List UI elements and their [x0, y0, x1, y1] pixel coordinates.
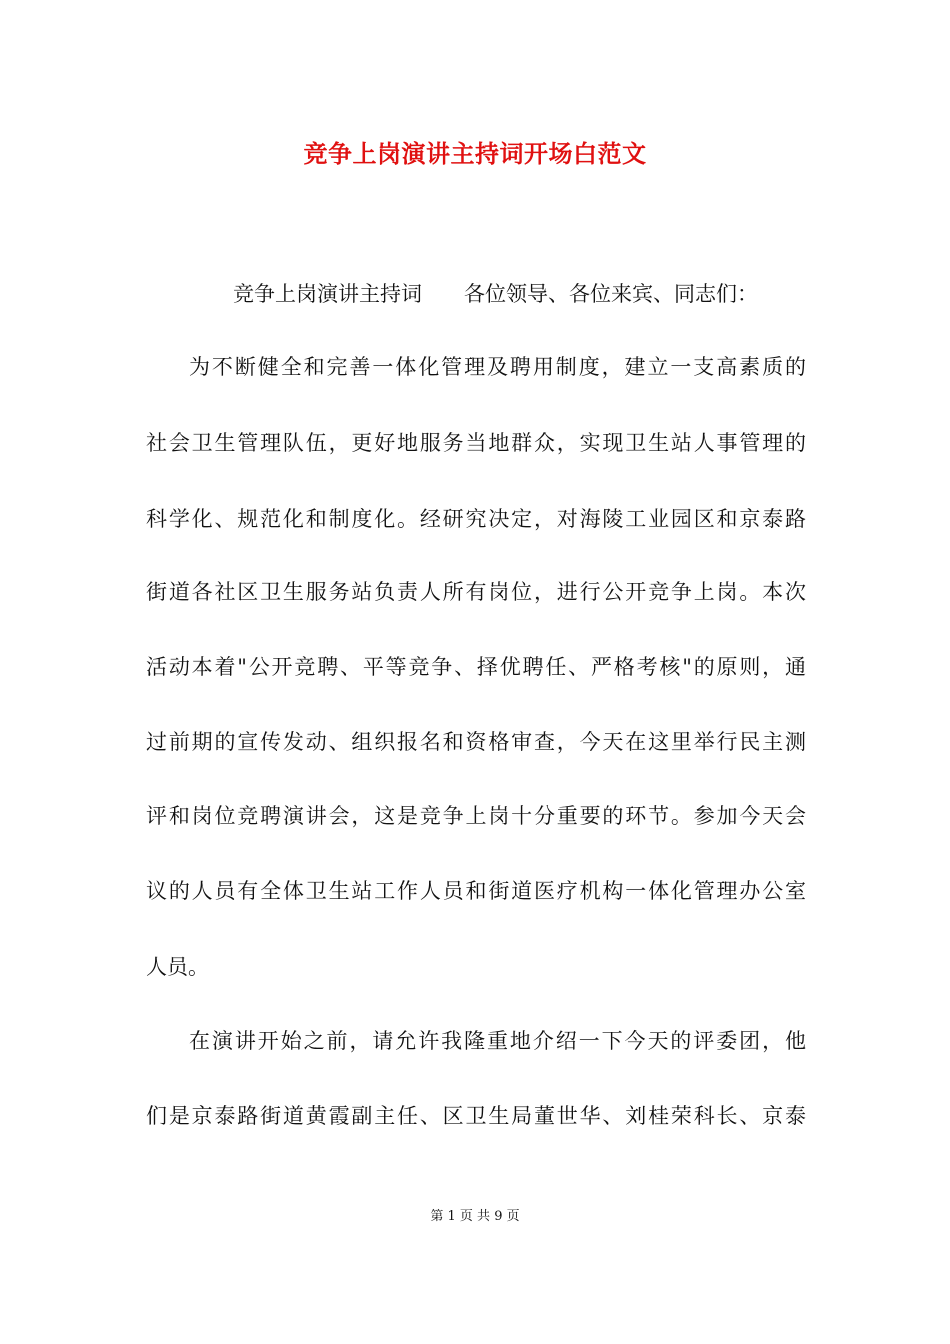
opening-heading: 竞争上岗演讲主持词	[233, 282, 422, 306]
page-number: 第 1 页 共 9 页	[430, 1209, 520, 1224]
paragraph-2-line-1: 在演讲开始之前，请允许我隆重地介绍一下今天的评委团，他	[189, 1029, 806, 1053]
opening-line	[233, 279, 793, 309]
paragraph-1-line-7: 评和岗位竞聘演讲会，这是竞争上岗十分重要的环节。参加今天会	[146, 804, 806, 828]
salutation: 各位领导、各位来宾、同志们：	[464, 282, 758, 306]
paragraph-1-line-6: 过前期的宣传发动、组织报名和资格审查，今天在这里举行民主测	[146, 730, 806, 754]
paragraph-1-line-8: 议的人员有全体卫生站工作人员和街道医疗机构一体化管理办公室	[146, 879, 806, 903]
paragraph-1-line-2: 社会卫生管理队伍，更好地服务当地群众，实现卫生站人事管理的	[146, 431, 806, 455]
paragraph-1-line-1: 为不断健全和完善一体化管理及聘用制度，建立一支高素质的	[189, 355, 806, 379]
paragraph-2-line-2: 们是京泰路街道黄霞副主任、区卫生局董世华、刘桂荣科长、京泰	[146, 1104, 806, 1128]
document-title: 竞争上岗演讲主持词开场白范文	[303, 139, 647, 168]
paragraph-1-line-9: 人员。	[146, 955, 209, 979]
paragraph-1-line-4: 街道各社区卫生服务站负责人所有岗位，进行公开竞争上岗。本次	[146, 580, 806, 604]
paragraph-1-line-5: 活动本着"公开竞聘、平等竞争、择优聘任、严格考核"的原则，通	[146, 655, 806, 679]
paragraph-1-line-3: 科学化、规范化和制度化。经研究决定，对海陵工业园区和京泰路	[146, 507, 806, 531]
